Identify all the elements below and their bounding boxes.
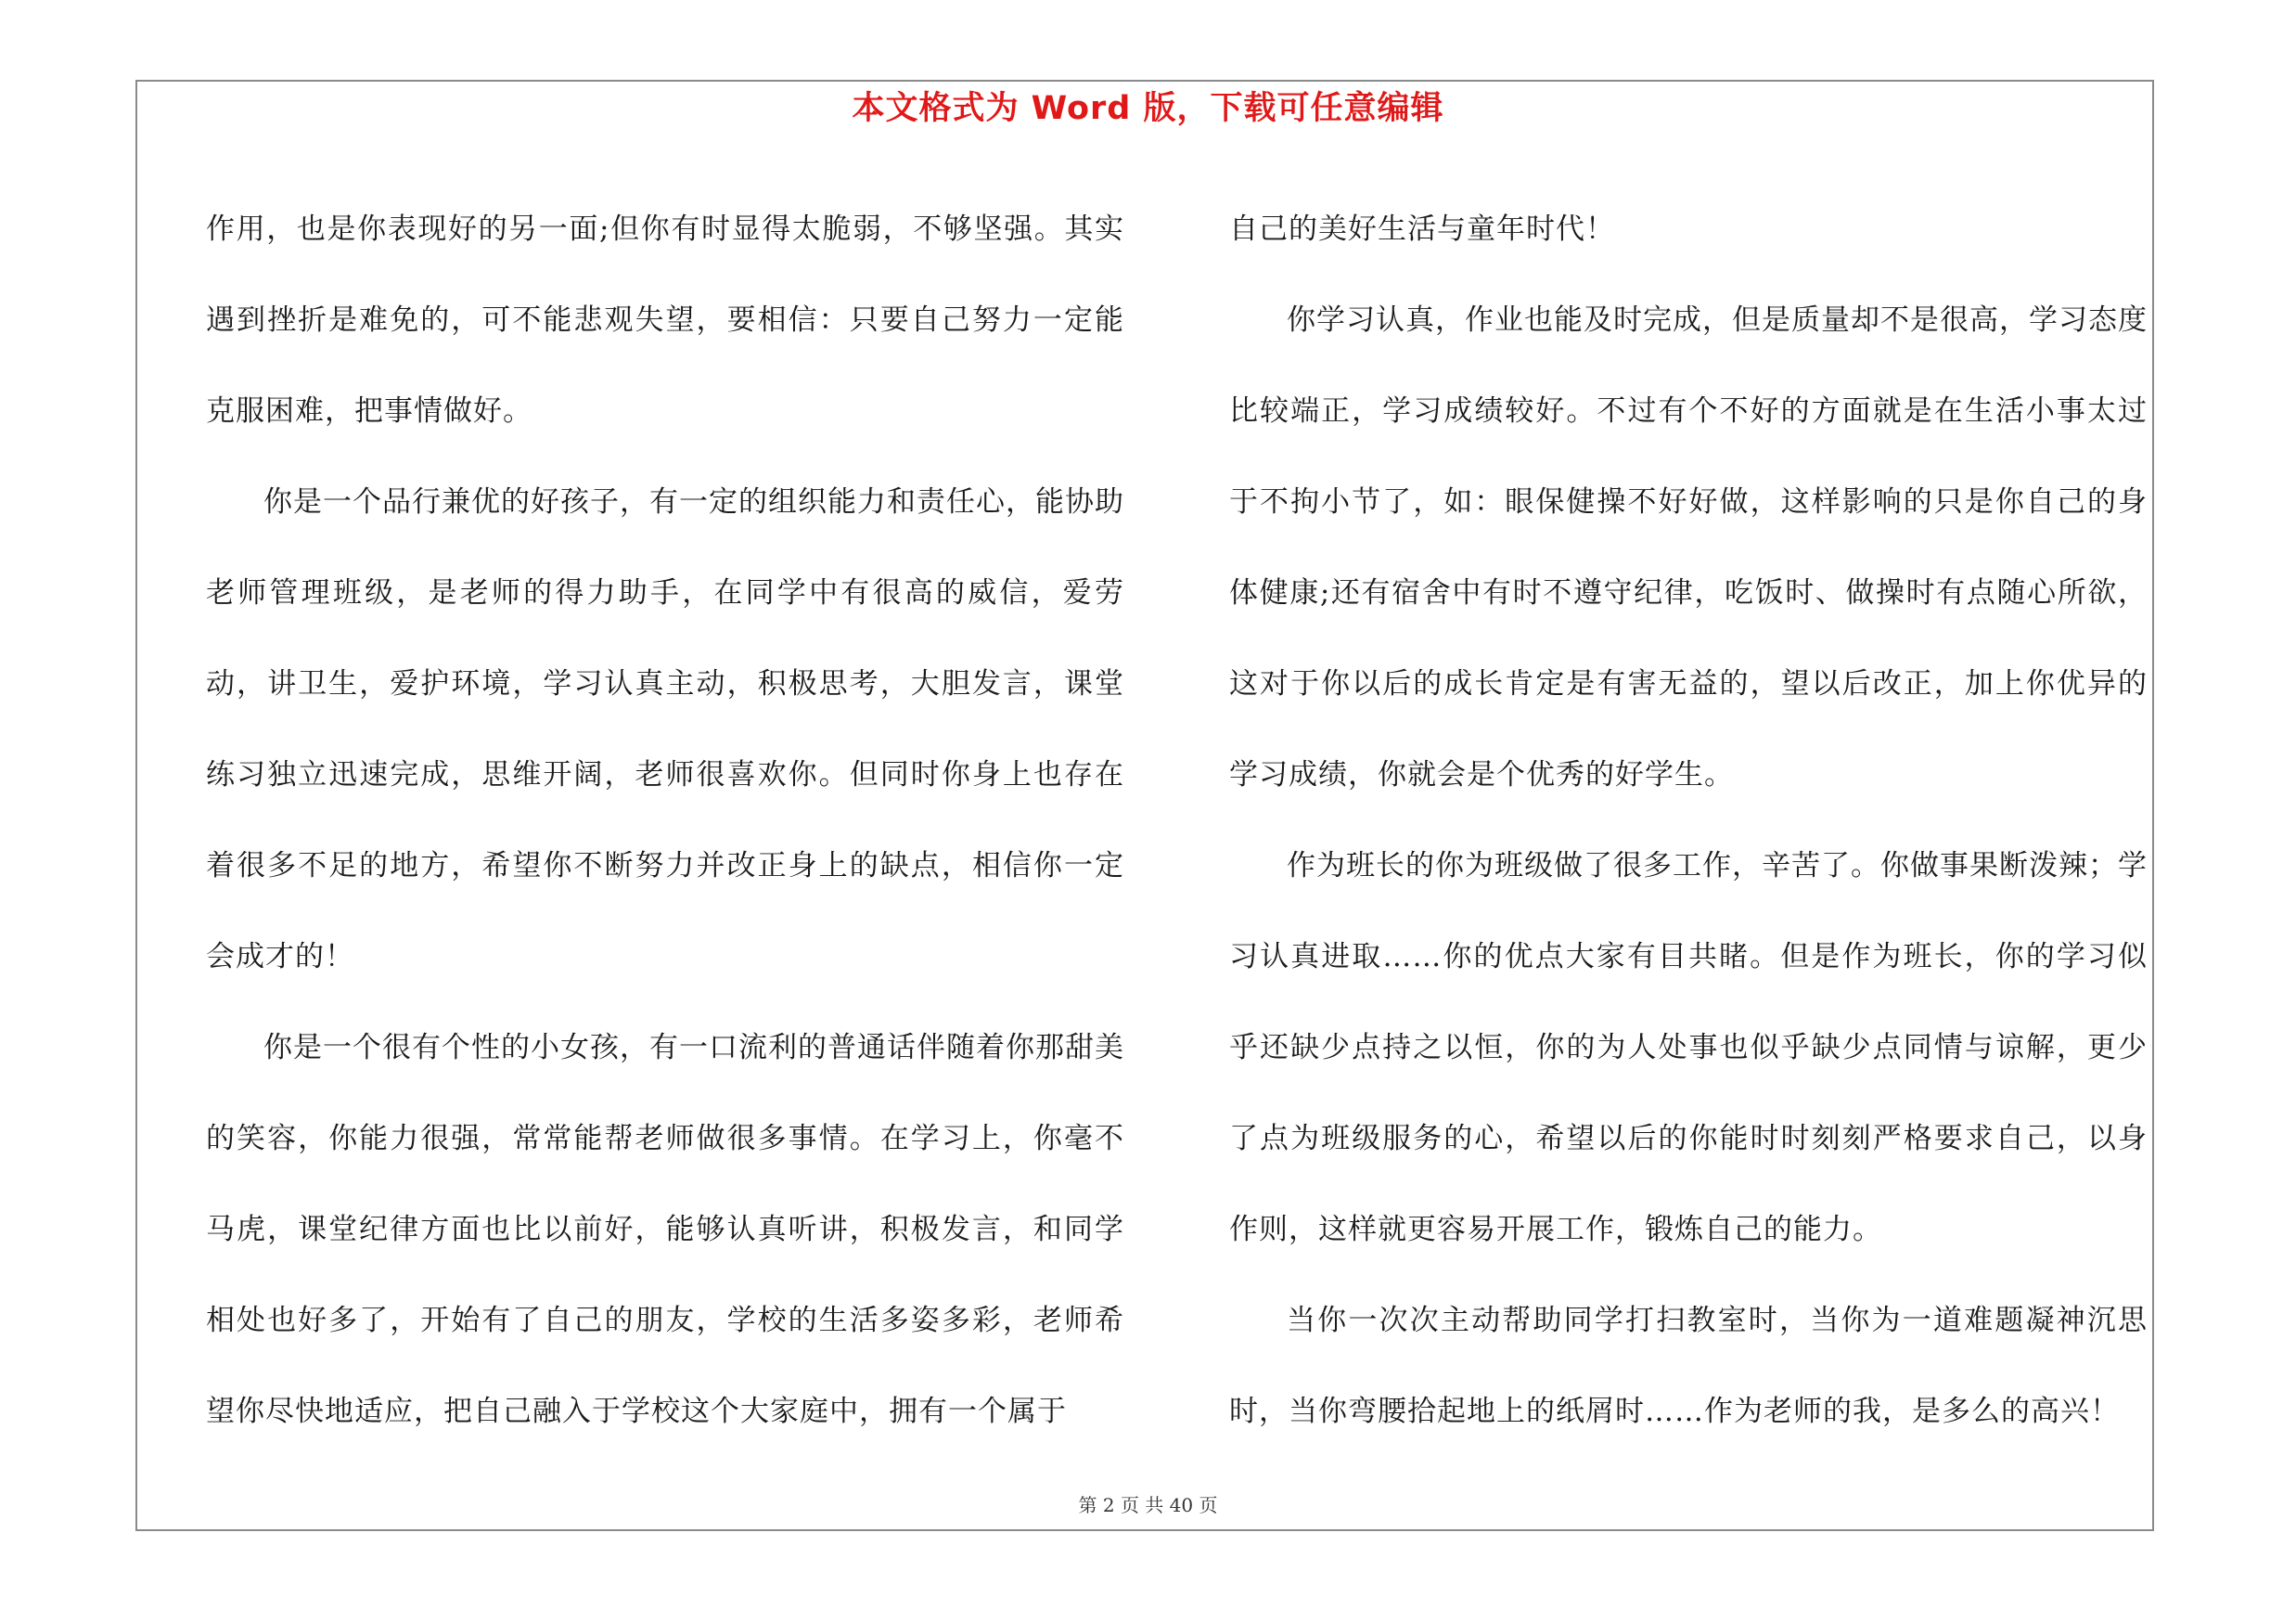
- document-header-notice: 本文格式为 Word 版，下载可任意编辑: [852, 90, 1444, 127]
- page-number-footer: 第 2 页 共 40 页: [1078, 1494, 1218, 1516]
- right-text-column: [1229, 184, 2148, 1457]
- paragraph: 你是一个品行兼优的好孩子，有一定的组织能力和责任心，能协助老师管理班级，是老师的得力助手，在同学中有很高的威信，爱劳动，讲卫生，爱护环境，学习认真主动，积极思考，大胆发言，课堂练习独立迅速完成，思维开阔，老师很喜欢你。但同时你身上也存在着很多不足的地方，希望你不断努力并改正身上的缺点，相信你一定会成才的！: [206, 485, 1124, 973]
- paragraph: 你是一个很有个性的小女孩，有一口流利的普通话伴随着你那甜美的笑容，你能力很强，常常能帮老师做很多事情。在学习上，你毫不马虎，课堂纪律方面也比以前好，能够认真听讲，积极发言，和同学相处也好多了，开始有了自己的朋友，学校的生活多姿多彩，老师希望你尽快地适应，把自己融入于学校这个大家庭中，拥有一个属于: [206, 1031, 1124, 1428]
- paragraph: 你学习认真，作业也能及时完成，但是质量却不是很高，学习态度比较端正，学习成绩较好。不过有个不好的方面就是在生活小事太过于不拘小节了，如：眼保健操不好好做，这样影响的只是你自己的身体健康;还有宿舍中有时不遵守纪律，吃饭时、做操时有点随心所欲，这对于你以后的成长肯定是有害无益的，望以后改正，加上你优异的学习成绩，你就会是个优秀的好学生。: [1229, 303, 2148, 792]
- paragraph: 当你一次次主动帮助同学打扫教室时，当你为一道难题凝神沉思时，当你弯腰拾起地上的纸屑时……作为老师的我，是多么的高兴！: [1229, 1304, 2148, 1428]
- paragraph-continued: 作用，也是你表现好的另一面;但你有时显得太脆弱，不够坚强。其实遇到挫折是难免的，可不能悲观失望，要相信：只要自己努力一定能克服困难，把事情做好。: [206, 213, 1124, 428]
- left-text-column: [206, 184, 1124, 1457]
- paragraph: 作为班长的你为班级做了很多工作，辛苦了。你做事果断泼辣；学习认真进取……你的优点大家有目共睹。但是作为班长，你的学习似乎还缺少点持之以恒，你的为人处事也似乎缺少点同情与谅解，更少了点为班级服务的心，希望以后的你能时时刻刻严格要求自己，以身作则，这样就更容易开展工作，锻炼自己的能力。: [1229, 849, 2148, 1246]
- paragraph-continued: 自己的美好生活与童年时代！: [1229, 213, 1615, 246]
